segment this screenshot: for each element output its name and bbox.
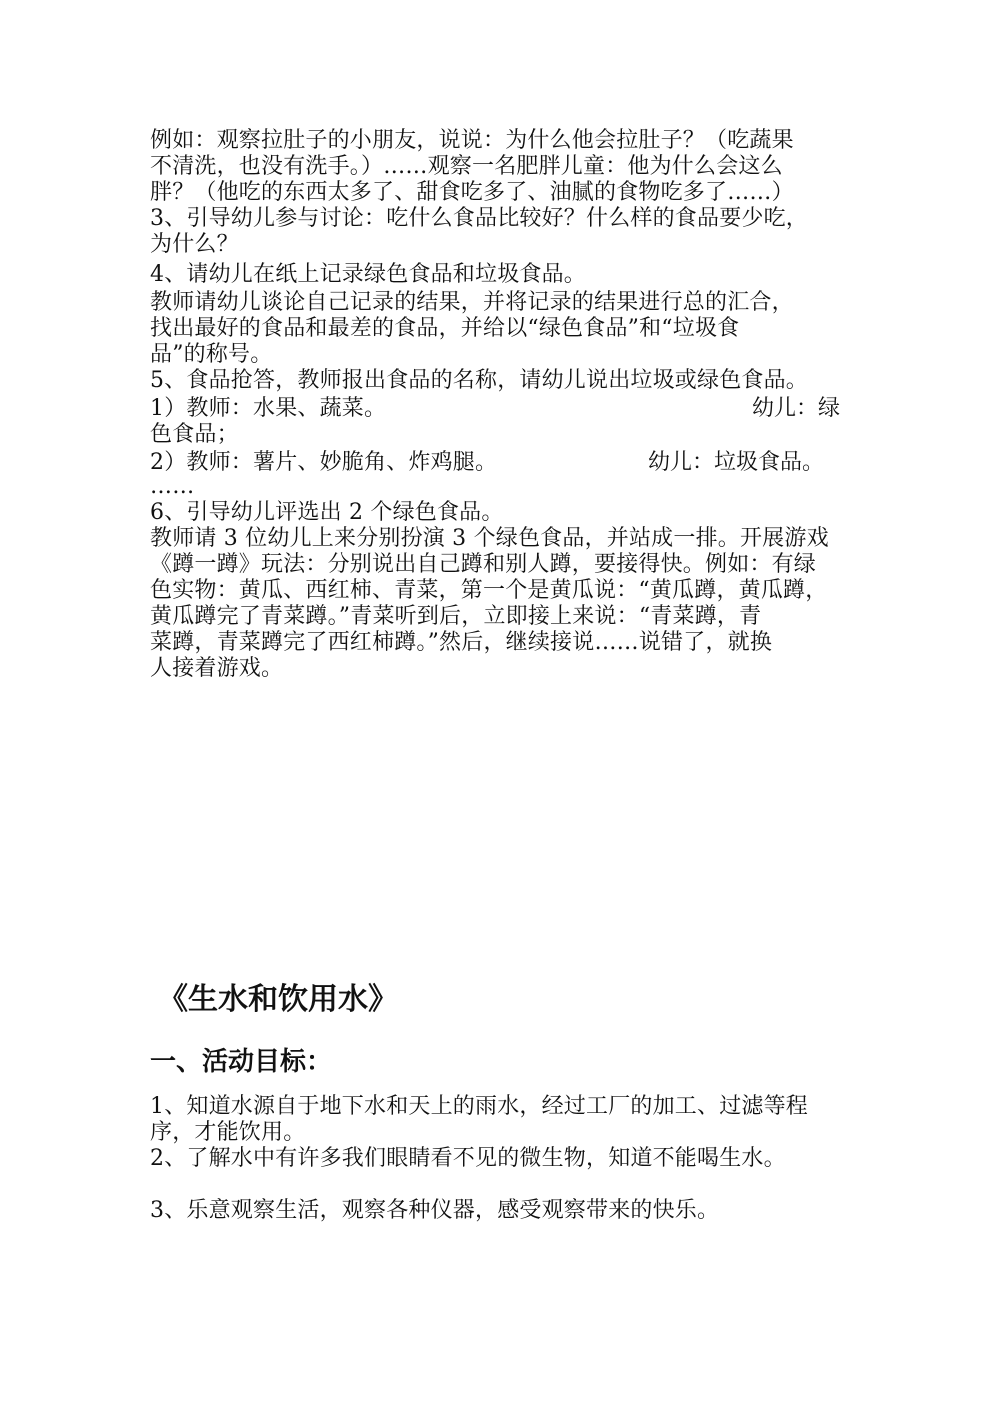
- text-line: 《蹲一蹲》玩法：分别说出自己蹲和别人蹲，要接得快。例如：有绿: [150, 552, 817, 577]
- goal-line: 序，才能饮用。: [150, 1120, 306, 1145]
- text-line: 教师请 3 位幼儿上来分别扮演 3 个绿色食品，并站成一排。开展游戏: [150, 526, 829, 551]
- text-line: 菜蹲，青菜蹲完了西红柿蹲。”然后，继续接说……说错了，就换: [150, 630, 773, 655]
- qa-child-1: 幼儿：绿: [752, 396, 841, 421]
- goal-line: 3、乐意观察生活，观察各种仪器，感受观察带来的快乐。: [150, 1198, 720, 1223]
- qa-cont-1: 色食品；: [150, 422, 239, 447]
- qa-teacher-1: 1）教师：水果、蔬菜。: [150, 396, 387, 421]
- qa-cont-2: ……: [150, 474, 195, 499]
- text-line: 找出最好的食品和最差的食品，并给以“绿色食品”和“垃圾食: [150, 316, 740, 341]
- goal-line: 1、知道水源自于地下水和天上的雨水，经过工厂的加工、过滤等程: [150, 1094, 808, 1119]
- lesson-title: 《生水和饮用水》: [158, 982, 398, 1017]
- section-heading: 一、活动目标：: [150, 1047, 333, 1077]
- text-line: 例如：观察拉肚子的小朋友，说说：为什么他会拉肚子？（吃蔬果: [150, 128, 794, 153]
- text-line: 5、食品抢答，教师报出食品的名称，请幼儿说出垃圾或绿色食品。: [150, 368, 808, 393]
- text-line: 3、引导幼儿参与讨论：吃什么食品比较好？什么样的食品要少吃，: [150, 206, 808, 231]
- text-line: 为什么？: [150, 232, 239, 257]
- qa-child-2: 幼儿：垃圾食品。: [648, 450, 825, 475]
- text-line: 教师请幼儿谈论自己记录的结果，并将记录的结果进行总的汇合，: [150, 290, 794, 315]
- text-line: 胖？（他吃的东西太多了、甜食吃多了、油腻的食物吃多了……）: [150, 180, 794, 205]
- text-line: 6、引导幼儿评选出 2 个绿色食品。: [150, 500, 504, 525]
- text-line: 品”的称号。: [150, 342, 273, 367]
- qa-teacher-2: 2）教师：薯片、妙脆角、炸鸡腿。: [150, 450, 498, 475]
- text-line: 不清洗，也没有洗手。）……观察一名肥胖儿童：他为什么会这么: [150, 154, 783, 179]
- text-line: 人接着游戏。: [150, 656, 284, 681]
- text-line: 黄瓜蹲完了青菜蹲。”青菜听到后，立即接上来说：“青菜蹲，青: [150, 604, 762, 629]
- text-line: 4、请幼儿在纸上记录绿色食品和垃圾食品。: [150, 262, 586, 287]
- goal-line: 2、了解水中有许多我们眼睛看不见的微生物，知道不能喝生水。: [150, 1146, 786, 1171]
- text-line: 色实物：黄瓜、西红柿、青菜，第一个是黄瓜说：“黄瓜蹲，黄瓜蹲，: [150, 578, 828, 603]
